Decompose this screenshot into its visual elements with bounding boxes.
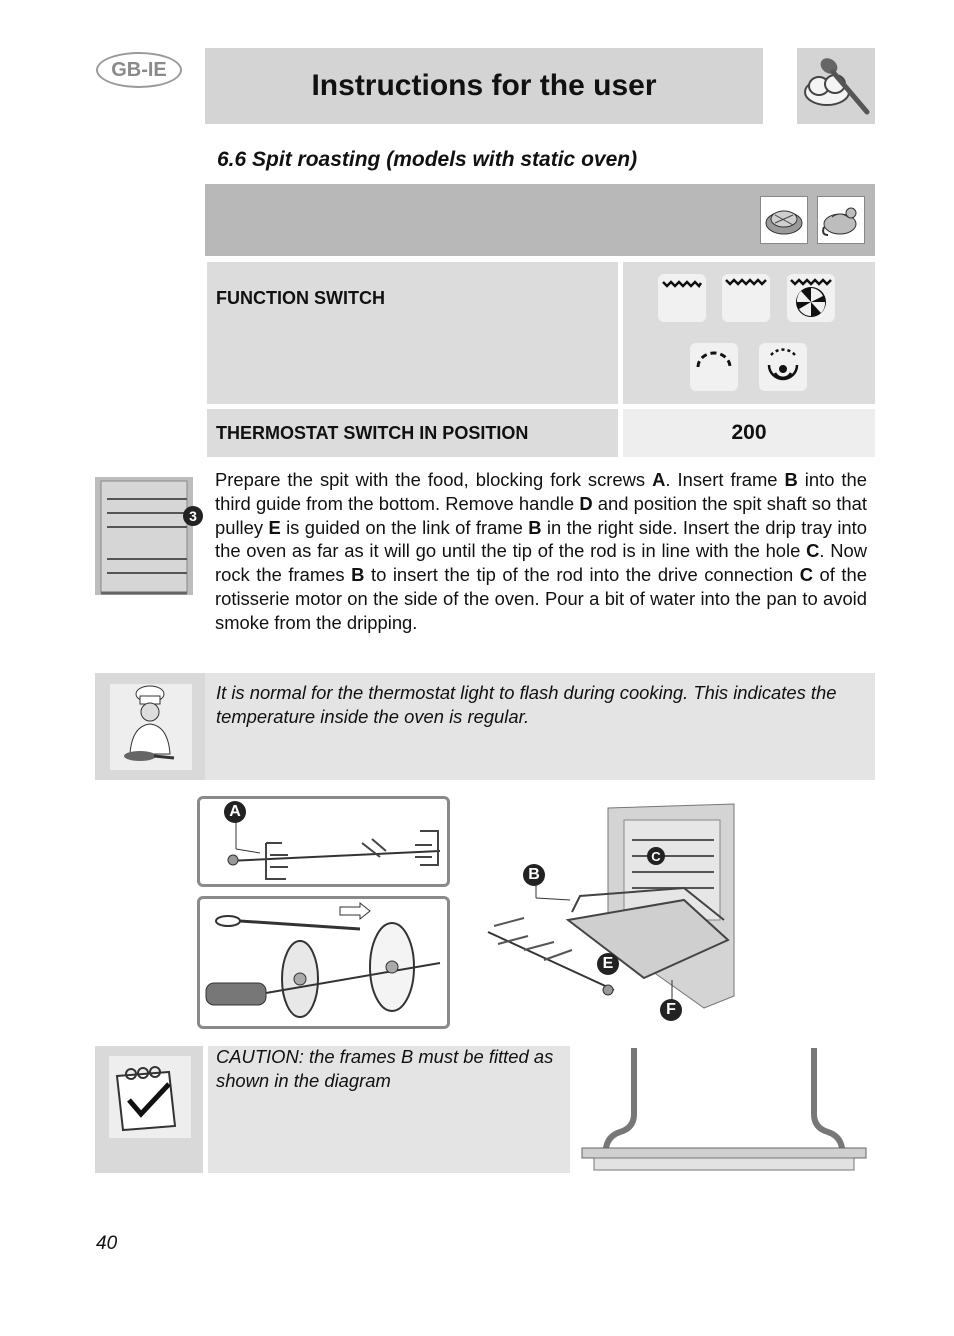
oven-shelf-illustration [95, 469, 195, 595]
frame-fitting-diagram [574, 1044, 870, 1176]
checklist-note-icon [109, 1056, 191, 1138]
spit-motor-diagram [197, 896, 450, 1029]
region-badge: GB-IE [96, 52, 182, 88]
thermostat-label: THERMOSTAT SWITCH IN POSITION [216, 422, 529, 443]
thermostat-value: 200 [623, 409, 875, 457]
function-switch-label-cell [207, 262, 618, 404]
page-number: 40 [96, 1233, 118, 1254]
thermostat-label-cell [207, 409, 618, 457]
diagram-label-e: E [597, 953, 619, 975]
semi-circle-grill-icon [690, 343, 738, 391]
chef-illustration-icon [110, 684, 192, 770]
oven-rotisserie-diagram [484, 800, 740, 1020]
diagram-label-f: F [660, 999, 682, 1021]
chef-spoon-hat-icon [797, 48, 875, 124]
rotisserie-fan-icon [759, 343, 807, 391]
upper-grill-icon [722, 274, 770, 322]
shelf-position-marker: 3 [183, 506, 203, 526]
diagram-label-a: A [224, 801, 246, 823]
note-text: It is normal for the thermostat light to flash during cooking. This indicates the temperature inside the oven is regular. [216, 682, 837, 727]
diagram-label-b: B [523, 864, 545, 886]
caution-text: CAUTION: the frames B must be fitted as shown in the diagram [216, 1046, 554, 1091]
instructions-paragraph: Prepare the spit with the food, blocking fork screws A. Insert frame B into the third guide from the bottom. Remove handle D and position the spit shaft so that pulley E is guided on the link of frame B in the right side. Insert the drip tray into the oven as far as it will go until the tip of the rod is in line with the hole C. Now rock the frames B to insert the tip of the rod into the drive connection C of the rotisserie motor on the side of the oven. Pour a bit of water into the pan to avoid smoke from the dripping. [215, 469, 867, 633]
roast-chicken-icon [817, 196, 865, 244]
function-switch-label: FUNCTION SWITCH [216, 288, 385, 308]
section-title: 6.6 Spit roasting (models with static oven) [217, 148, 638, 171]
roast-joint-icon [760, 196, 808, 244]
top-heating-element-icon [658, 274, 706, 322]
diagram-label-c: C [647, 847, 665, 865]
fan-cooking-icon [787, 274, 835, 322]
page-title: Instructions for the user [205, 48, 763, 124]
